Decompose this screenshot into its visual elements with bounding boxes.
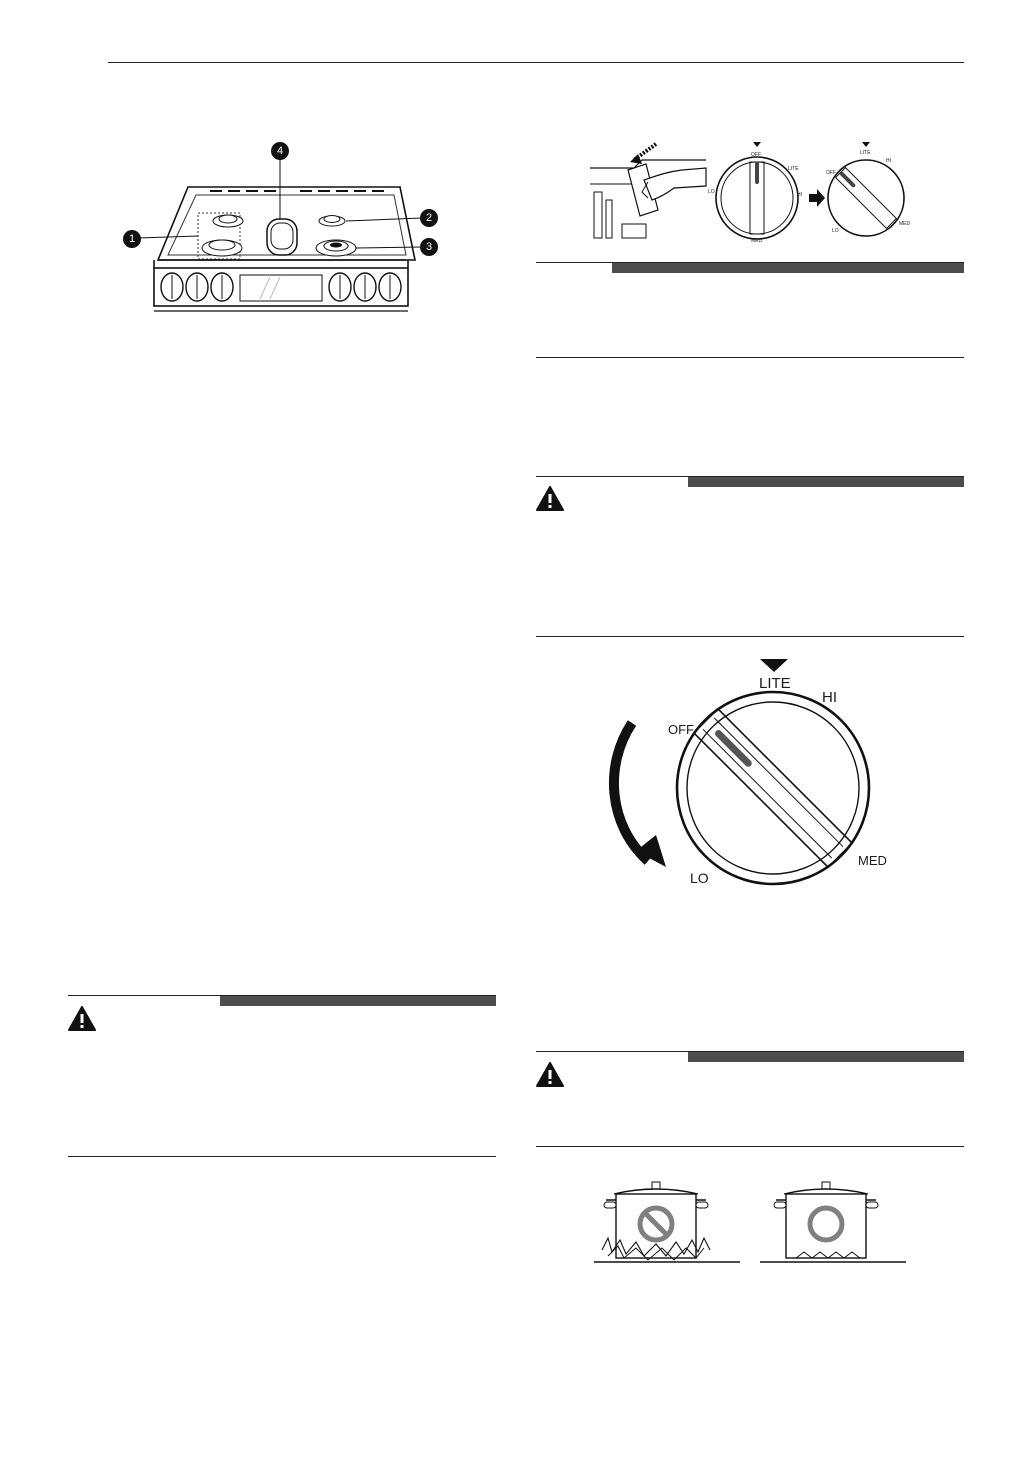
note-footer-rule — [536, 357, 964, 358]
knob-small-1-label-off: OFF — [751, 152, 761, 158]
callout-4: 4 — [271, 142, 289, 160]
knob-large-label-lite: LITE — [759, 675, 791, 692]
knob-small-1-label-lite: LITE — [788, 166, 799, 172]
note-header-bar — [612, 263, 964, 273]
knob-small-2-label-hi: HI — [886, 158, 891, 164]
prohibited-icon — [636, 1204, 676, 1244]
knob-large-label-lo: LO — [690, 870, 709, 886]
allowed-circle-icon — [806, 1204, 846, 1244]
knob-large-label-med: MED — [858, 853, 887, 868]
knob-small-1-label-hi: HI — [797, 192, 802, 198]
knob-small-2-label-off: OFF — [826, 170, 836, 176]
callout-3: 3 — [420, 238, 438, 256]
knob-large-label-hi: HI — [822, 689, 837, 706]
warning-triangle-icon — [536, 486, 564, 512]
warning-footer-rule-right-1 — [536, 636, 964, 637]
callout-2: 2 — [420, 209, 438, 227]
knob-large-label-off: OFF — [668, 722, 694, 737]
warning-header-bar-right-1 — [688, 477, 964, 487]
callout-1: 1 — [123, 230, 141, 248]
knob-small-2-label-med: MED — [899, 221, 911, 227]
warning-triangle-icon — [536, 1062, 564, 1088]
warning-footer-rule-right-2 — [536, 1146, 964, 1147]
knob-small-2-label-lo: LO — [832, 228, 839, 234]
large-knob-illustration — [600, 655, 900, 895]
warning-header-bar-left — [220, 996, 496, 1006]
knob-small-1-label-med: MED — [751, 238, 763, 244]
knob-small-2-label-lite: LITE — [860, 150, 871, 156]
knob-small-1-label-lo: LO — [708, 189, 715, 195]
warning-header-bar-right-2 — [688, 1052, 964, 1062]
warning-triangle-icon — [68, 1006, 96, 1032]
page-top-rule — [108, 62, 964, 63]
warning-footer-rule-left — [68, 1156, 496, 1157]
range-top-illustration — [110, 135, 450, 320]
